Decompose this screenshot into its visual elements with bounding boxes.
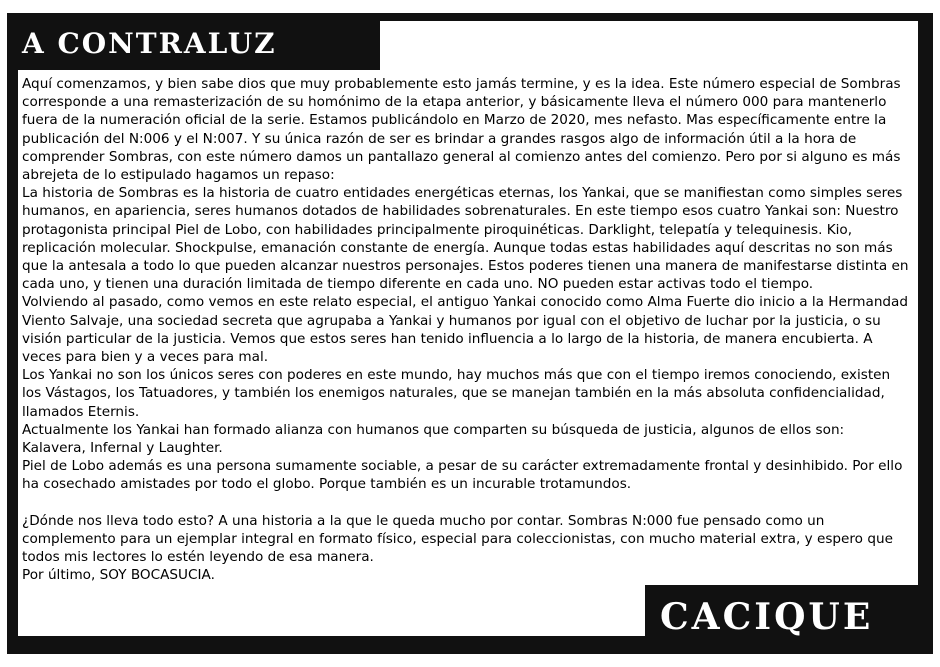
article-body (22, 75, 910, 584)
article-paragraph: Aquí comenzamos, y bien sabe dios que muy probablemente esto jamás termine, y es la idea. Este número especial de Sombras corresponde a una remasterización de su homónimo de la etapa anterior, y básicamente lleva el número 000 para mantenerlo fuera de la numeración oficial de la serie. Estamos publicándolo en Marzo de 2020, mes nefasto. Mas específicamente entre la publicación del N:006 y el N:007. Y su única razón de ser es brindar a grandes rasgos algo de información útil a la hora de comprender Sombras, con este número damos un pantallazo general al comienzo antes del comienzo. Pero por si alguno es más abrejeta de lo estipulado hagamos un repaso: (22, 76, 901, 184)
article-paragraph: Los Yankai no son los únicos seres con poderes en este mundo, hay muchos más que con el tiempo iremos conociendo, existen los Vástagos, los Tatuadores, y también los enemigos naturales, que se manejan también en la más absoluta confidencialidad, llamados Eternis. (22, 367, 891, 420)
article-paragraph: Actualmente los Yankai han formado alianza con humanos que comparten su búsqueda de justicia, algunos de ellos son: Kalavera, Infernal y Laughter. (22, 421, 845, 457)
article-paragraph: La historia de Sombras es la historia de cuatro entidades energéticas eternas, los Yankai, que se manifiestan como simples seres humanos, en apariencia, seres humanos dotados de habilidades sobrenaturales. En este tiempo esos cuatro Yankai son: Nuestro protagonista principal Piel de Lobo, con habilidades principalmente piroquinéticas. Darklight, telepatía y telequinesis. Kio, replicación molecular. Shockpulse, emanación constante de energía. Aunque todas estas habilidades aquí descritas no son más que la antesala a todo lo que pueden alcanzar nuestros personajes. Estos poderes tienen una manera de manifestarse distinta en cada uno, y tienen una duración limitada de tiempo diferente en cada uno. NO pueden estar activas todo el tiempo. (22, 185, 909, 293)
article-paragraph: Por último, SOY BOCASUCIA. (22, 567, 215, 584)
article-paragraph: Piel de Lobo además es una persona sumamente sociable, a pesar de su carácter extremadamente frontal y desinhibido. Por ello ha cosechado amistades por todo el globo. Porque también es un incurable trotamundos. (22, 458, 903, 493)
header-blank-area (380, 21, 918, 70)
author-signature: CACIQUE (660, 596, 874, 638)
article-paragraph: ¿Dónde nos lleva todo esto? A una historia a la que le queda mucho por contar. Sombras N:000 fue pensado como un complemento para un ejemplar integral en formato físico, especial para coleccionistas, con mucho material extra, y espero que todos mis lectores lo estén leyendo de esa manera. (22, 512, 893, 566)
page-title: A CONTRALUZ (22, 27, 277, 60)
article-paragraph: Volviendo al pasado, como vemos en este relato especial, el antiguo Yankai conocido como Alma Fuerte dio inicio a la Hermandad Viento Salvaje, una sociedad secreta que agrupaba a Yankai y humanos por igual con el objetivo de luchar por la justicia, o su visión particular de la justicia. Vemos que estos seres han tenido influencia a lo largo de la historia, de manera encubierta. A veces para bien y a veces para mal. (22, 294, 909, 366)
